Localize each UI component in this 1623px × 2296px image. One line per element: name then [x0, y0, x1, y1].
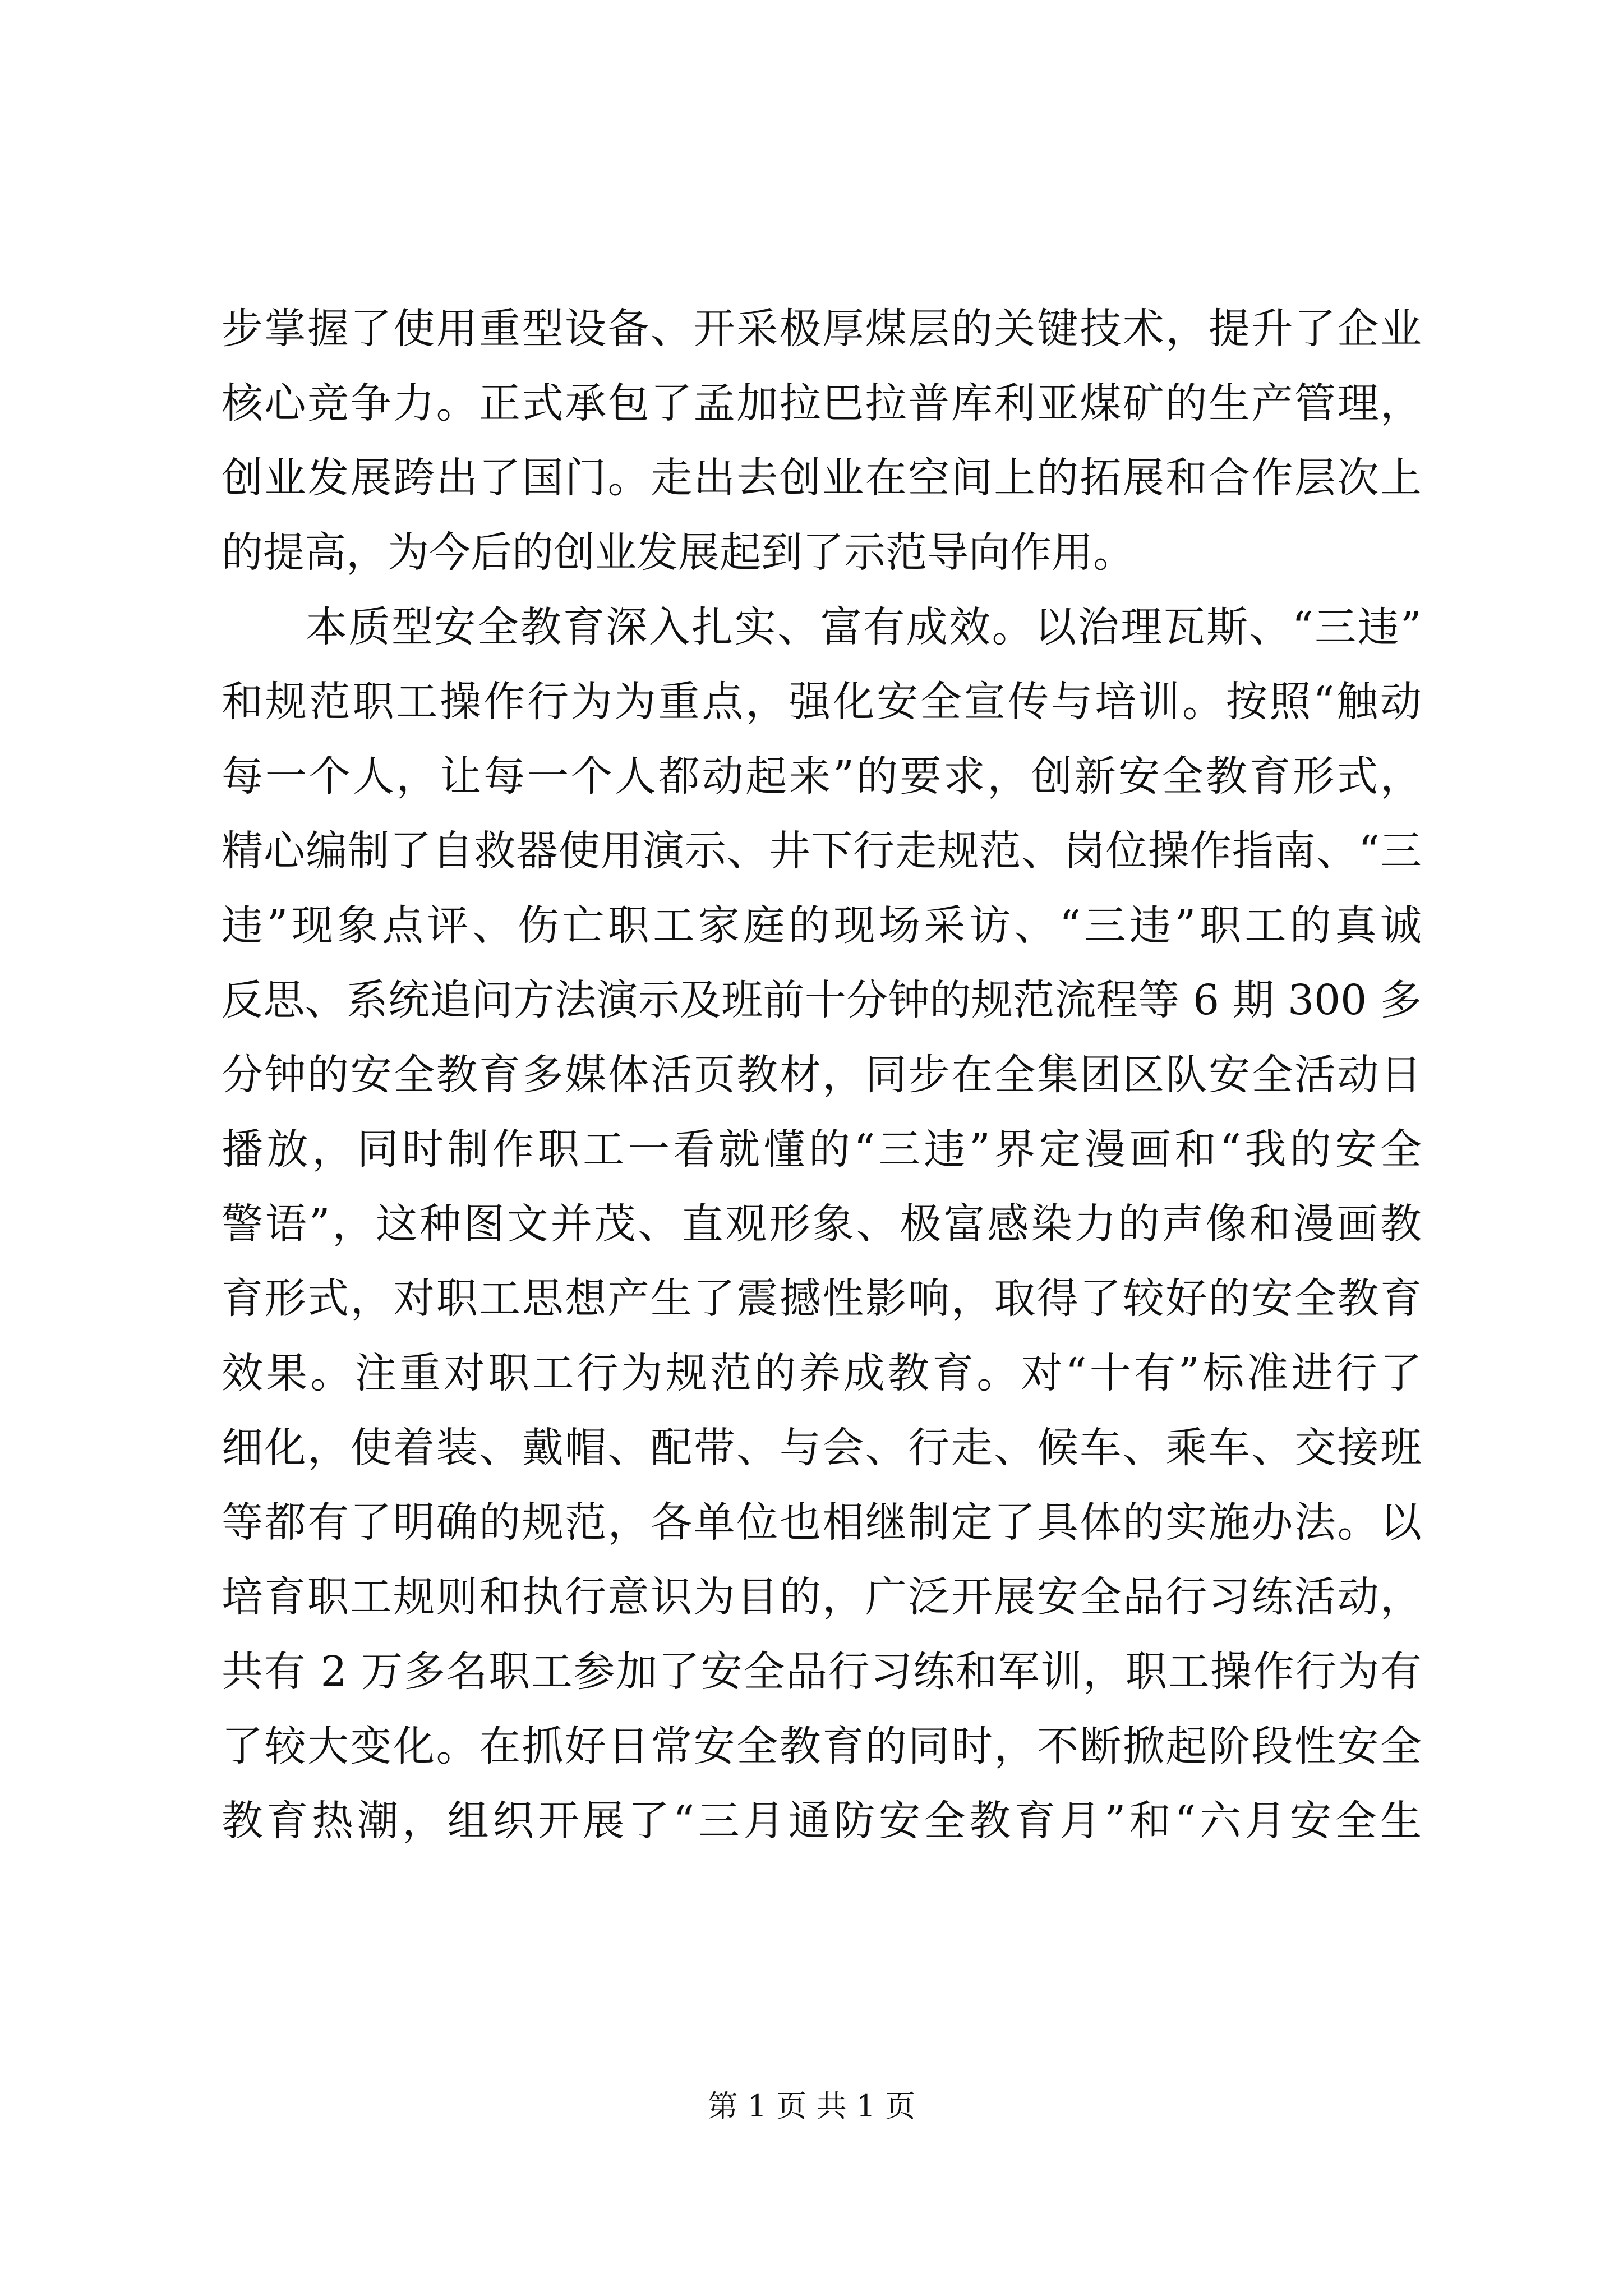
text-line: 警语”，这种图文并茂、直观形象、极富感染力的声像和漫画教	[222, 1200, 1422, 1248]
text-line: 效果。注重对职工行为规范的养成教育。对“十有”标准进行了	[222, 1349, 1422, 1397]
text-line: 核心竞争力。正式承包了孟加拉巴拉普库利亚煤矿的生产管理，	[222, 379, 1422, 427]
text-line: 每一个人，让每一个人都动起来”的要求，创新安全教育形式，	[222, 752, 1422, 800]
text-line: 等都有了明确的规范，各单位也相继制定了具体的实施办法。以	[222, 1498, 1422, 1547]
text-line: 反思、系统追问方法演示及班前十分钟的规范流程等 6 期 300 多	[222, 976, 1422, 1024]
text-line: 教育热潮，组织开展了“三月通防安全教育月”和“六月安全生	[222, 1797, 1422, 1845]
text-line: 步掌握了使用重型设备、开采极厚煤层的关键技术，提升了企业	[222, 305, 1422, 353]
text-line: 的提高，为今后的创业发展起到了示范导向作用。	[222, 528, 1135, 577]
text-line: 播放，同时制作职工一看就懂的“三违”界定漫画和“我的安全	[222, 1125, 1422, 1174]
text-line: 分钟的安全教育多媒体活页教材，同步在全集团区队安全活动日	[222, 1051, 1422, 1099]
text-line: 违”现象点评、伤亡职工家庭的现场采访、“三违”职工的真诚	[222, 901, 1422, 950]
text-line: 培育职工规则和执行意识为目的，广泛开展安全品行习练活动，	[222, 1573, 1422, 1621]
text-line: 细化，使着装、戴帽、配带、与会、行走、候车、乘车、交接班	[222, 1424, 1422, 1472]
page-number-label: 第 1 页 共 1 页	[707, 2088, 916, 2124]
body-text	[222, 292, 1422, 1858]
text-line: 和规范职工操作行为为重点，强化安全宣传与培训。按照“触动	[222, 678, 1422, 726]
text-line: 共有 2 万多名职工参加了安全品行习练和军训，职工操作行为有	[222, 1648, 1422, 1696]
page-footer	[0, 2087, 1623, 2126]
text-line: 育形式，对职工思想产生了震撼性影响，取得了较好的安全教育	[222, 1274, 1422, 1323]
paragraph-start-line: 本质型安全教育深入扎实、富有成效。以治理瓦斯、“三违”	[306, 603, 1422, 651]
text-line: 精心编制了自救器使用演示、井下行走规范、岗位操作指南、“三	[222, 827, 1422, 875]
text-line: 了较大变化。在抓好日常安全教育的同时，不断掀起阶段性安全	[222, 1722, 1422, 1770]
text-line: 创业发展跨出了国门。走出去创业在空间上的拓展和合作层次上	[222, 454, 1422, 502]
